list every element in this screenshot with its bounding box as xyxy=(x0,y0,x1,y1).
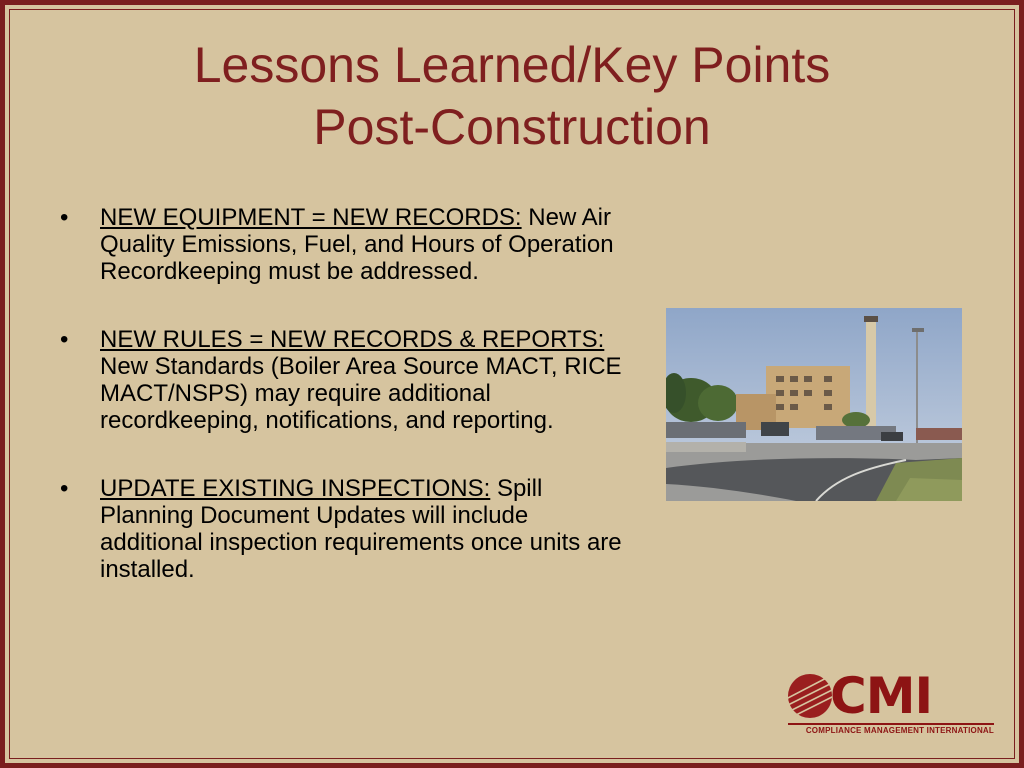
bullet-icon: • xyxy=(60,326,69,353)
bullet-item xyxy=(56,475,636,583)
slide-title xyxy=(0,34,1024,158)
facility-photo xyxy=(666,308,962,501)
bullet-icon: • xyxy=(60,475,69,502)
title-line-1: Lessons Learned/Key Points xyxy=(193,37,831,93)
title-line-2: Post-Construction xyxy=(313,99,711,155)
bullet-list xyxy=(56,204,636,624)
bullet-heading: NEW EQUIPMENT = NEW RECORDS: xyxy=(100,204,522,231)
bullet-item xyxy=(56,204,636,285)
bullet-heading: NEW RULES = NEW RECORDS & REPORTS: xyxy=(100,326,605,353)
bullet-text: New Air Quality Emissions, Fuel, and Hours of Operation Recordkeeping must be addressed. xyxy=(100,204,614,285)
cmi-logo-text: CMI xyxy=(830,667,933,725)
bullet-heading: UPDATE EXISTING INSPECTIONS: xyxy=(100,475,491,502)
bullet-item xyxy=(56,326,636,434)
bullet-text: Spill Planning Document Updates will include additional inspection requirements once units are installed. xyxy=(100,475,622,583)
bullet-icon: • xyxy=(60,204,69,231)
cmi-logo-tagline: COMPLIANCE MANAGEMENT INTERNATIONAL xyxy=(788,723,994,735)
bullet-text: New Standards (Boiler Area Source MACT, RICE MACT/NSPS) may require additional recordkeeping, notifications, and reporting. xyxy=(100,353,622,434)
